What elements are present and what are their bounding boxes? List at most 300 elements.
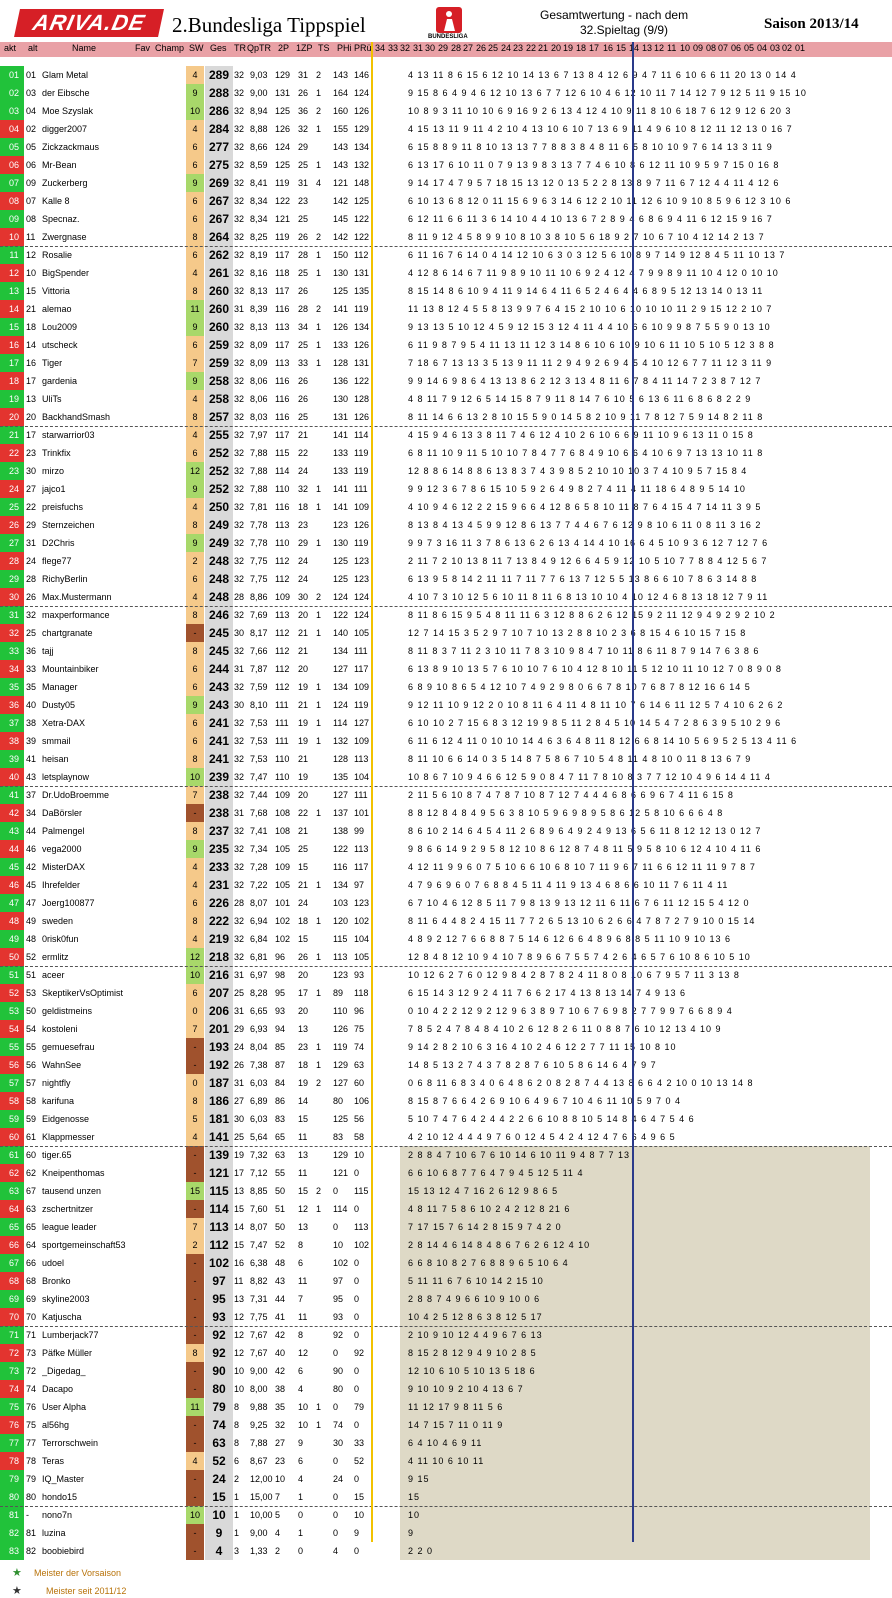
cell-zp: 13 — [298, 1024, 309, 1034]
table-row[interactable] — [0, 1074, 892, 1092]
cell-sw: 6 — [192, 142, 198, 152]
table-row[interactable] — [0, 1308, 892, 1326]
cell-alt: 53 — [26, 988, 37, 998]
cell-tr: 15 — [234, 1240, 245, 1250]
cell-zp: 18 — [298, 502, 309, 512]
table-row[interactable] — [0, 1200, 892, 1218]
table-row[interactable] — [0, 1470, 892, 1488]
cell-alt: 74 — [26, 1384, 37, 1394]
table-row[interactable] — [0, 516, 892, 534]
cell-name[interactable]: Zuckerberg — [42, 178, 88, 188]
cell-tr: 32 — [234, 106, 245, 116]
cell-qp: 7,67 — [250, 1348, 268, 1358]
cell-akt: 18 — [8, 376, 19, 386]
cell-name[interactable]: boobiebird — [42, 1546, 85, 1556]
cell-name[interactable]: chartgranate — [42, 628, 93, 638]
table-row[interactable] — [0, 354, 892, 372]
table-row[interactable] — [0, 1020, 892, 1038]
table-row[interactable] — [0, 1488, 892, 1506]
cell-phi: 160 — [333, 106, 349, 116]
cell-name[interactable]: BigSpender — [42, 268, 90, 278]
table-row[interactable] — [0, 1326, 892, 1344]
cell-name[interactable]: Mountainbiker — [42, 664, 99, 674]
cell-name[interactable]: nono7n — [42, 1510, 73, 1520]
cell-name[interactable]: Sternzeichen — [42, 520, 95, 530]
cell-ges: 241 — [208, 716, 230, 730]
table-row[interactable] — [0, 1452, 892, 1470]
cell-pru: 148 — [354, 178, 370, 188]
cell-name[interactable]: alemao — [42, 304, 72, 314]
cell-qp: 9,00 — [250, 1366, 268, 1376]
table-row[interactable] — [0, 1398, 892, 1416]
cell-p2: 113 — [275, 610, 290, 620]
table-row[interactable] — [0, 1056, 892, 1074]
cell-name[interactable]: Rosalie — [42, 250, 73, 260]
table-row[interactable] — [0, 822, 892, 840]
cell-pru: 79 — [354, 1402, 365, 1412]
table-row[interactable] — [0, 372, 892, 390]
cell-name[interactable]: BackhandSmash — [42, 412, 111, 422]
cell-ges: 252 — [208, 464, 230, 478]
table-row[interactable] — [0, 804, 892, 822]
table-row[interactable] — [0, 732, 892, 750]
cell-name[interactable]: Palmengel — [42, 826, 85, 836]
cell-ts: 1 — [316, 538, 322, 548]
table-row[interactable] — [0, 1416, 892, 1434]
cell-sw: 8 — [192, 412, 198, 422]
table-row[interactable] — [0, 174, 892, 192]
cell-p2: 112 — [275, 664, 290, 674]
cell-alt: 46 — [26, 844, 37, 854]
cell-name[interactable]: Lumberjack77 — [42, 1330, 99, 1340]
cell-md: 6 10 10 2 7 15 6 8 3 12 19 9 8 5 11 2 8 4 5 10 14 5 4 7 2 8 6 3 9 5 10 2 9 6 — [408, 718, 782, 728]
cell-name[interactable]: preisfuchs — [42, 502, 84, 512]
cell-akt: 04 — [8, 124, 19, 134]
cell-phi: 125 — [333, 574, 349, 584]
cell-qp: 8,34 — [250, 214, 268, 224]
cell-alt: 59 — [26, 1114, 37, 1124]
cell-name[interactable]: Joerg100877 — [42, 898, 95, 908]
cell-pru: 102 — [354, 916, 370, 926]
cell-alt: 33 — [26, 664, 37, 674]
cell-name[interactable]: geldistmeins — [42, 1006, 93, 1016]
cell-tr: 32 — [234, 520, 245, 530]
table-row[interactable] — [0, 552, 892, 570]
cell-name[interactable]: SkeptikerVsOptimist — [42, 988, 124, 998]
cell-name[interactable]: league leader — [42, 1222, 97, 1232]
table-row[interactable] — [0, 534, 892, 552]
cell-md: 4 10 9 4 6 12 2 2 15 9 6 6 4 12 8 6 5 8 10 11 8 7 6 4 15 4 7 14 11 3 9 5 — [408, 502, 762, 512]
cell-qp: 8,34 — [250, 196, 268, 206]
cell-p2: 108 — [275, 826, 291, 836]
table-row[interactable] — [0, 624, 892, 642]
cell-zp: 0 — [298, 1510, 304, 1520]
table-row[interactable] — [0, 660, 892, 678]
cell-tr: 27 — [234, 1096, 245, 1106]
cell-p2: 5 — [275, 1510, 281, 1520]
cell-ts: 1 — [316, 880, 322, 890]
cell-p2: 86 — [275, 1096, 286, 1106]
cell-name[interactable]: Dusty05 — [42, 700, 76, 710]
cell-qp: 6,89 — [250, 1096, 268, 1106]
table-row[interactable] — [0, 786, 892, 804]
cell-zp: 26 — [298, 952, 309, 962]
table-row[interactable] — [0, 912, 892, 930]
cell-p2: 111 — [275, 736, 289, 746]
cell-zp: 23 — [298, 520, 309, 530]
cell-zp: 13 — [298, 1150, 309, 1160]
table-row[interactable] — [0, 264, 892, 282]
cell-name[interactable]: Xetra-DAX — [42, 718, 86, 728]
table-row[interactable] — [0, 1434, 892, 1452]
cell-phi: 141 — [333, 304, 349, 314]
cell-phi: 102 — [333, 1258, 349, 1268]
cell-sw: 6 — [192, 718, 198, 728]
cell-p2: 112 — [275, 628, 290, 638]
cell-pru: 106 — [354, 1096, 370, 1106]
cell-md: 6 8 11 10 9 11 5 10 10 7 8 4 7 7 6 8 4 9 10 6 6 4 10 6 9 7 13 13 10 11 8 — [408, 448, 764, 458]
cell-alt: 73 — [26, 1348, 37, 1358]
cell-name[interactable]: Mr-Bean — [42, 160, 77, 170]
cell-akt: 81 — [8, 1510, 19, 1520]
cell-phi: 135 — [333, 772, 349, 782]
cell-tr: 32 — [234, 826, 245, 836]
cell-ges: 257 — [208, 410, 230, 424]
cell-name[interactable]: Lou2009 — [42, 322, 78, 332]
cell-name[interactable]: zschertnitzer — [42, 1204, 94, 1214]
cell-name[interactable]: Dr.UdoBroemme — [42, 790, 110, 800]
cell-sw: 8 — [192, 610, 198, 620]
table-row[interactable] — [0, 1290, 892, 1308]
cell-alt: 09 — [26, 178, 37, 188]
cell-zp: 15 — [298, 934, 309, 944]
table-row[interactable] — [0, 1380, 892, 1398]
table-row[interactable] — [0, 1092, 892, 1110]
cell-md: 2 11 7 2 10 13 8 11 7 13 8 4 9 12 6 6 4 5 9 12 10 5 10 7 7 8 8 4 12 5 6 7 — [408, 556, 768, 566]
cell-name[interactable]: utscheck — [42, 340, 78, 350]
cell-p2: 119 — [275, 178, 290, 188]
cell-zp: 21 — [298, 628, 309, 638]
cell-name[interactable]: Kneipenthomas — [42, 1168, 105, 1178]
cell-zp: 26 — [298, 232, 309, 242]
cell-name[interactable]: mirzo — [42, 466, 64, 476]
table-row[interactable] — [0, 570, 892, 588]
cell-name[interactable]: luzina — [42, 1528, 66, 1538]
column-header-42: 06 — [731, 43, 742, 53]
table-row[interactable] — [0, 300, 892, 318]
cell-name[interactable]: Kalle 8 — [42, 196, 70, 206]
cell-name[interactable]: flege77 — [42, 556, 72, 566]
table-row[interactable] — [0, 1218, 892, 1236]
cell-phi: 124 — [333, 592, 349, 602]
cell-alt: 44 — [26, 826, 37, 836]
cell-zp: 26 — [298, 286, 309, 296]
table-row[interactable] — [0, 1272, 892, 1290]
cell-ges: 262 — [208, 248, 230, 262]
cell-name[interactable]: aceer — [42, 970, 65, 980]
cell-name[interactable]: Päfke Müller — [42, 1348, 93, 1358]
table-row[interactable] — [0, 966, 892, 984]
cell-ts — [316, 1380, 330, 1398]
subtitle-ranking: Gesamtwertung - nach dem — [540, 8, 689, 22]
table-row[interactable] — [0, 1542, 892, 1560]
table-row[interactable] — [0, 1164, 892, 1182]
table-row[interactable] — [0, 138, 892, 156]
cell-md: 6 11 6 12 4 11 0 10 10 14 4 6 3 6 4 8 11 8 12 6 6 8 14 10 5 6 9 5 2 5 13 4 11 6 — [408, 736, 798, 746]
cell-akt: 52 — [8, 988, 19, 998]
table-row[interactable] — [0, 282, 892, 300]
cell-tr: 32 — [234, 448, 245, 458]
cell-sw: 9 — [192, 700, 198, 710]
cell-qp: 7,34 — [250, 844, 268, 854]
table-row[interactable] — [0, 426, 892, 444]
cell-tr: 32 — [234, 466, 245, 476]
cell-phi: 30 — [333, 1438, 344, 1448]
cell-akt: 53 — [8, 1006, 19, 1016]
cell-name[interactable]: Tiger — [42, 358, 63, 368]
cell-md: 8 11 6 4 4 8 2 4 15 11 7 7 2 6 5 13 10 6 2 6 6 4 7 8 7 2 7 9 10 0 15 14 — [408, 916, 756, 926]
cell-p2: 85 — [275, 1042, 286, 1052]
cell-pru: 0 — [354, 1366, 360, 1376]
table-row[interactable] — [0, 1002, 892, 1020]
cell-ts — [316, 372, 330, 390]
cell-md: 4 13 11 8 6 15 6 12 10 14 13 6 7 13 8 4 12 6 9 4 7 11 6 10 6 6 11 20 13 0 14 4 — [408, 70, 797, 80]
cell-name[interactable]: Trinkfix — [42, 448, 71, 458]
cell-name[interactable]: RichyBerlin — [42, 574, 88, 584]
cell-name[interactable]: Zickzackmaus — [42, 142, 100, 152]
cell-akt: 42 — [8, 808, 19, 818]
cell-name[interactable]: Klappmesser — [42, 1132, 95, 1142]
cell-name[interactable]: Manager — [42, 682, 78, 692]
cell-zp: 23 — [298, 196, 309, 206]
cell-name[interactable]: Eidgenosse — [42, 1114, 90, 1124]
cell-sw: - — [193, 1312, 197, 1322]
cell-tr: 10 — [234, 1366, 245, 1376]
table-row[interactable] — [0, 984, 892, 1002]
table-row[interactable] — [0, 750, 892, 768]
cell-name[interactable]: der Eibsche — [42, 88, 90, 98]
column-header-36: 12 — [654, 43, 665, 53]
cell-ts: 1 — [316, 502, 322, 512]
cell-sw: 6 — [192, 160, 198, 170]
cell-name[interactable]: skyline2003 — [42, 1294, 90, 1304]
cell-p2: 23 — [275, 1456, 286, 1466]
cell-name[interactable]: al56hg — [42, 1420, 70, 1430]
table-row[interactable] — [0, 1110, 892, 1128]
cell-ts: 1 — [316, 1402, 322, 1412]
table-row[interactable] — [0, 228, 892, 246]
cell-name[interactable]: IQ_Master — [42, 1474, 85, 1484]
cell-name[interactable]: MisterDAX — [42, 862, 86, 872]
table-row[interactable] — [0, 1506, 892, 1524]
cell-md: 10 — [408, 1510, 421, 1520]
table-row[interactable] — [0, 408, 892, 426]
cell-name[interactable]: Katjuscha — [42, 1312, 82, 1322]
cell-ts — [316, 1308, 330, 1326]
cell-name[interactable]: tausend unzen — [42, 1186, 102, 1196]
cell-p2: 63 — [275, 1150, 286, 1160]
season-half-line — [632, 42, 634, 1542]
cell-sw: 6 — [192, 214, 198, 224]
cell-name[interactable]: _Digedag_ — [42, 1366, 86, 1376]
cell-name[interactable]: jajco1 — [42, 484, 66, 494]
cell-name[interactable]: Terrorschwein — [42, 1438, 99, 1448]
cell-pru: 117 — [354, 664, 369, 674]
table-row[interactable] — [0, 930, 892, 948]
table-row[interactable] — [0, 588, 892, 606]
table-row[interactable] — [0, 1236, 892, 1254]
cell-p2: 115 — [275, 448, 290, 458]
cell-name[interactable]: Moe Szyslak — [42, 106, 94, 116]
cell-name[interactable]: tajj — [42, 646, 54, 656]
table-row[interactable] — [0, 678, 892, 696]
table-row[interactable] — [0, 894, 892, 912]
cell-name[interactable]: Teras — [42, 1456, 65, 1466]
table-row[interactable] — [0, 642, 892, 660]
cell-sw: - — [193, 1330, 197, 1340]
table-row[interactable] — [0, 840, 892, 858]
cell-name[interactable]: Max.Mustermann — [42, 592, 112, 602]
cell-pru: 0 — [354, 1168, 360, 1178]
page-title: 2.Bundesliga Tippspiel — [172, 13, 366, 37]
column-header-20: 28 — [451, 43, 462, 53]
table-row[interactable] — [0, 480, 892, 498]
table-row[interactable] — [0, 390, 892, 408]
table-row[interactable] — [0, 246, 892, 264]
cell-qp: 7,97 — [250, 430, 268, 440]
cell-name[interactable]: Ihrefelder — [42, 880, 81, 890]
table-row[interactable] — [0, 768, 892, 786]
table-row[interactable] — [0, 318, 892, 336]
cell-akt: 36 — [8, 700, 19, 710]
cell-name[interactable]: Glam Metal — [42, 70, 89, 80]
table-row[interactable] — [0, 1254, 892, 1272]
table-row[interactable] — [0, 1038, 892, 1056]
cell-pru: 0 — [354, 1474, 360, 1484]
cell-name[interactable]: kostoleni — [42, 1024, 78, 1034]
table-row[interactable] — [0, 696, 892, 714]
cell-name[interactable]: 0risk0fun — [42, 934, 79, 944]
cell-name[interactable]: maxperformance — [42, 610, 110, 620]
table-row[interactable] — [0, 210, 892, 228]
table-row[interactable] — [0, 1362, 892, 1380]
cell-akt: 20 — [8, 412, 19, 422]
table-row[interactable] — [0, 66, 892, 84]
cell-name[interactable]: letsplaynow — [42, 772, 90, 782]
cell-tr: 31 — [234, 304, 245, 314]
cell-name[interactable]: Vittoria — [42, 286, 70, 296]
cell-name[interactable]: Dacapo — [42, 1384, 74, 1394]
cell-phi: 138 — [333, 826, 349, 836]
cell-name[interactable]: User Alpha — [42, 1402, 87, 1412]
cell-akt: 62 — [8, 1168, 19, 1178]
table-row[interactable] — [0, 120, 892, 138]
cell-ts — [316, 768, 330, 786]
cell-name[interactable]: Zwergnase — [42, 232, 87, 242]
table-row[interactable] — [0, 606, 892, 624]
cell-akt: 56 — [8, 1060, 19, 1070]
cell-name[interactable]: tiger.65 — [42, 1150, 72, 1160]
cell-name[interactable]: D2Chris — [42, 538, 75, 548]
cell-name[interactable]: smmail — [42, 736, 71, 746]
cell-name[interactable]: starwarrior03 — [42, 430, 95, 440]
cell-pru: 134 — [354, 322, 370, 332]
cell-name[interactable]: digger2007 — [42, 124, 88, 134]
table-row[interactable] — [0, 498, 892, 516]
cell-name[interactable]: UliTs — [42, 394, 62, 404]
cell-qp: 8,13 — [250, 286, 268, 296]
table-row[interactable] — [0, 1128, 892, 1146]
cell-name[interactable]: sportgemeinschaft53 — [42, 1240, 126, 1250]
table-row[interactable] — [0, 1182, 892, 1200]
table-row[interactable] — [0, 876, 892, 894]
table-row[interactable] — [0, 192, 892, 210]
cell-zp: 6 — [298, 1456, 304, 1466]
cell-name[interactable]: WahnSee — [42, 1060, 82, 1070]
cell-ts — [316, 1470, 330, 1488]
cell-ges: 181 — [208, 1112, 230, 1126]
cell-name[interactable]: hondo15 — [42, 1492, 78, 1502]
cell-zp: 24 — [298, 556, 309, 566]
cell-sw: 4 — [192, 268, 198, 278]
table-row[interactable] — [0, 84, 892, 102]
table-row[interactable] — [0, 102, 892, 120]
table-row[interactable] — [0, 1524, 892, 1542]
table-row[interactable] — [0, 444, 892, 462]
cell-pru: 134 — [354, 142, 370, 152]
table-row[interactable] — [0, 714, 892, 732]
cell-phi: 120 — [333, 916, 349, 926]
cell-p2: 118 — [275, 268, 290, 278]
table-row[interactable] — [0, 948, 892, 966]
cell-qp: 10,00 — [250, 1510, 273, 1520]
cell-akt: 79 — [8, 1474, 19, 1484]
cell-name[interactable]: gardenia — [42, 376, 78, 386]
table-row[interactable] — [0, 1344, 892, 1362]
cell-name[interactable]: ermlitz — [42, 952, 69, 962]
cell-ts: 1 — [316, 916, 322, 926]
cell-p2: 116 — [275, 412, 290, 422]
column-header-22: 26 — [476, 43, 487, 53]
cell-phi: 126 — [333, 322, 349, 332]
cell-alt: 10 — [26, 268, 37, 278]
cell-name[interactable]: karifuna — [42, 1096, 75, 1106]
cell-name[interactable]: sweden — [42, 916, 74, 926]
cell-name[interactable]: gemuesefrau — [42, 1042, 95, 1052]
cell-akt: 60 — [8, 1132, 19, 1142]
cell-p2: 114 — [275, 466, 290, 476]
cell-qp: 7,53 — [250, 736, 268, 746]
cell-name[interactable]: Specnaz. — [42, 214, 80, 224]
cell-ts: 1 — [316, 250, 322, 260]
cell-name[interactable]: DaBörsler — [42, 808, 83, 818]
cell-name[interactable]: heisan — [42, 754, 69, 764]
cell-name[interactable]: Bronko — [42, 1276, 71, 1286]
table-row[interactable] — [0, 462, 892, 480]
cell-md: 4 2 10 12 4 4 4 9 7 6 0 12 4 5 4 2 4 12 4 7 6 6 4 9 6 5 — [408, 1132, 676, 1142]
ariva-logo[interactable]: ARIVA.DE — [14, 9, 164, 37]
cell-name[interactable]: nightfly — [42, 1078, 71, 1088]
table-row[interactable] — [0, 156, 892, 174]
cell-name[interactable]: udoel — [42, 1258, 65, 1268]
cell-name[interactable]: vega2000 — [42, 844, 82, 854]
cell-akt: 47 — [8, 898, 19, 908]
table-row[interactable] — [0, 336, 892, 354]
table-row[interactable] — [0, 1146, 892, 1164]
cell-zp: 8 — [298, 1240, 304, 1250]
cell-alt: 78 — [26, 1456, 37, 1466]
table-row[interactable] — [0, 858, 892, 876]
